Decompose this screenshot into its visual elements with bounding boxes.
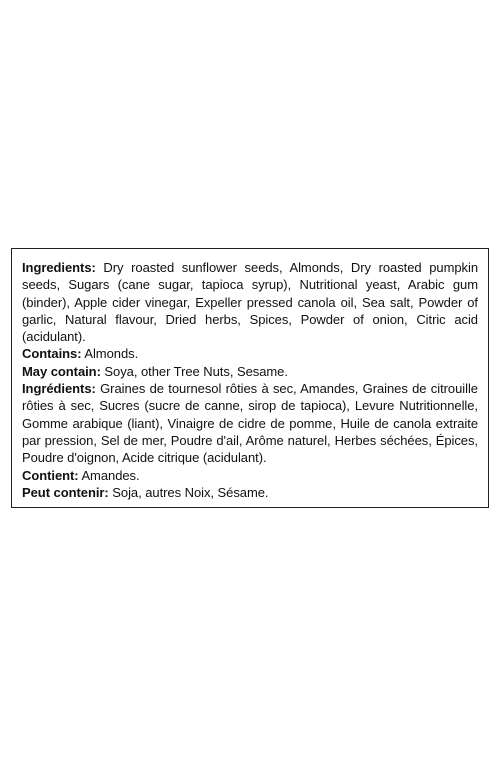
ingredients-label-box (11, 248, 489, 508)
contains-en-text: Almonds. (81, 346, 139, 362)
may-contain-fr-paragraph (22, 484, 478, 501)
may-contain-en-heading: May contain: (22, 363, 101, 379)
may-contain-fr-heading: Peut contenir: (22, 484, 109, 500)
contains-en-paragraph (22, 345, 478, 362)
may-contain-fr-text: Soja, autres Noix, Sésame. (108, 484, 269, 500)
may-contain-en-paragraph (22, 363, 478, 380)
contains-fr-text: Amandes. (78, 467, 140, 483)
ingredients-fr-text: Graines de tournesol rôties à sec, Amandes, Graines de citrouille rôties à sec, Sucres (sucre de canne, sirop de tapioca), Levure Nutritionnelle, Gomme arabique (liant), Vinaigre de cidre de pomme, Huile de canola extraite par pression, Sel de mer, Poudre d'ail, Arôme naturel, Herbes séchées, Épices, Poudre d'oignon, Acide citrique (acidulant). (22, 381, 478, 466)
contains-en-heading: Contains: (22, 346, 82, 362)
ingredients-en-heading: Ingredients: (22, 260, 96, 275)
ingredients-fr-paragraph (22, 380, 478, 466)
ingredients-en-text: Dry roasted sunflower seeds, Almonds, Dry roasted pumpkin seeds, Sugars (cane sugar, tapioca syrup), Nutritional yeast, Arabic gum (binder), Apple cider vinegar, Expeller pressed canola oil, Sea salt, Powder of garlic, Natural flavour, Dried herbs, Spices, Powder of onion, Citric acid (acidulant). (22, 260, 478, 345)
may-contain-en-text: Soya, other Tree Nuts, Sesame. (100, 363, 288, 379)
ingredients-fr-heading: Ingrédients: (22, 381, 96, 397)
contains-fr-heading: Contient: (22, 467, 79, 483)
ingredients-en-paragraph (22, 259, 478, 345)
contains-fr-paragraph (22, 467, 478, 484)
